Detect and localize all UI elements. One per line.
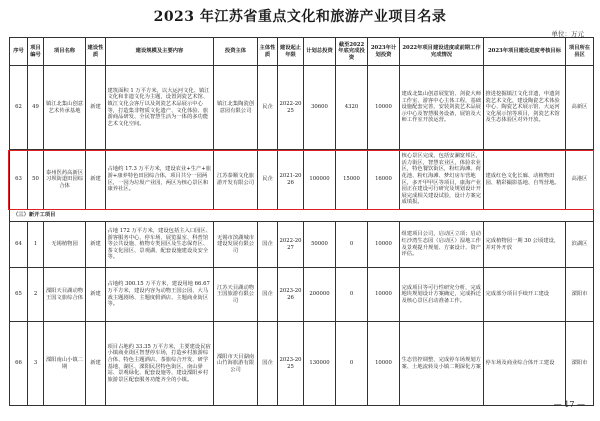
cell-itype: 民企 [258, 66, 278, 150]
cell-target: 完成部分项目手续开工建设 [484, 268, 566, 322]
cell-seq: 65 [10, 268, 28, 322]
cell-plan: 10000 [368, 268, 400, 322]
cell-name: 泰州医药高新区习坝街道田园综合体 [44, 150, 86, 210]
cell-investor: 江苏天目湖动物王国旅游有限公司 [214, 268, 258, 322]
cell-seq: 64 [10, 222, 28, 268]
cell-nature: 新建 [86, 150, 106, 210]
cell-investor: 无锡市滨湖城市建设发展有限公司 [214, 222, 258, 268]
cell-scale: 项目占地约 33.35 万平方米，主要建设民宿小镇商业街区智慧停车场，打造乡村旅游综合体、特色主题酒店、茶旅综合开发、研学基地、湖区、溧阳民居特色街区、南山驿站、景观绿化、配套设施等，建设溧阳乡村旅游景区配套服务功能齐全的小镇。 [106, 322, 214, 406]
cell-seq: 63 [10, 150, 28, 210]
col-header: 项目名称 [44, 38, 86, 66]
cell-total: 50000 [304, 222, 336, 268]
cell-done: 0 [336, 222, 368, 268]
cell-years: 2023-2026 [278, 268, 304, 322]
cell-code: 50 [28, 150, 44, 210]
col-header: 序号 [10, 38, 28, 66]
table-row [10, 150, 594, 210]
col-header: 2022年项目建设进度或前期工作完成情况 [400, 38, 484, 66]
cell-investor: 江苏泰顺文化旅游开发有限公司 [214, 150, 258, 210]
cell-itype: 民企 [258, 150, 278, 210]
col-header: 主体性质 [258, 38, 278, 66]
col-header: 投资主体 [214, 38, 258, 66]
page-number: — 17 — [553, 400, 585, 409]
cell-scale: 占地约 17.3 万平方米，建设农业+生产+旅游+康养特色田园综合体，项目共分一园两区，一园为垃圾产业园，两区为核心景区和康养社区。 [106, 150, 214, 210]
col-header: 项目编号 [28, 38, 44, 66]
cell-prog: 建成北集山创意展览馆、剑瓷大师工作室、游客中心主体工程，基础设施配套完善，安装剑瓷艺术品展示中心及智慧服务设备，展馆及大师工作室开放运营。 [400, 66, 484, 150]
cell-county: 溧阳市 [566, 268, 594, 322]
cell-code: 49 [28, 66, 44, 150]
col-header: 项目所在县区 [566, 38, 594, 66]
col-header: 截至2022年底完成投资 [336, 38, 368, 66]
table-row [10, 222, 594, 268]
col-header: 计划总投资 [304, 38, 336, 66]
cell-name: 溧阳天目湖动物王国文旅综合体 [44, 268, 86, 322]
table-row [10, 268, 594, 322]
cell-years: 2022-2025 [278, 66, 304, 150]
cell-code: 3 [28, 322, 44, 406]
cell-nature: 新建 [86, 322, 106, 406]
cell-investor: 溧阳市天目湖南山竹海旅游有限公司 [214, 322, 258, 406]
cell-target: 建成红色文化长廊、动植物田园、精彩撮影基地、自驾营地。 [484, 150, 566, 210]
project-table [9, 37, 594, 406]
cell-scale: 建筑面积 1 万平方米，以大运河文化、镇江文化和非遗文化为主题，设置剑瓷艺术馆、镇江文化会客厅以及剑瓷艺术品展示中心等，打造集非物质文化遗产、文化体验、旅游商品研发、全民智慧生活为一体的多功能艺术文化空间。 [106, 66, 214, 150]
cell-county: 高新区 [566, 66, 594, 150]
cell-plan: 16000 [368, 150, 400, 210]
cell-code: 1 [28, 222, 44, 268]
cell-name: 镇江北集山创意艺术传承基地 [44, 66, 86, 150]
cell-years: 2023-2025 [278, 322, 304, 406]
col-header: 建设起止年限 [278, 38, 304, 66]
cell-total: 100000 [304, 150, 336, 210]
cell-prog: 完成项目等可行性研究分析，完成地块规划设计方案确定，完成拆迁及核心景区启动准备工作。 [400, 268, 484, 322]
cell-total: 200000 [304, 268, 336, 322]
cell-target: 停车场及商业综合体开工建设 [484, 322, 566, 406]
cell-prog: 核心景区完成，包括安澜宽邦区，活力街区，智慧农业区，体验农业区，特色餐饮街区，粉红海滩、荷花池、粉红海滩、梦幻房车营地区，多开甲甲区等项目，康海产业园正在建设可行研究及规划设计开展完成相关建设试验，设计方案完成填报。 [400, 150, 484, 210]
cell-name: 无锡植物园 [44, 222, 86, 268]
cell-prog: 生态管控调整，完成停车场规划方案、土地流转及小镇二期深化方案 [400, 322, 484, 406]
cell-itype: 国企 [258, 268, 278, 322]
cell-target: 完成植物园一期 30 公顷建设，并对外开放 [484, 222, 566, 268]
cell-done: 4320 [336, 66, 368, 150]
unit-label: 单位：万元 [551, 30, 584, 38]
cell-plan: 10000 [368, 66, 400, 150]
cell-itype: 国企 [258, 222, 278, 268]
cell-done: 0 [336, 268, 368, 322]
cell-itype: 国企 [258, 322, 278, 406]
table-row [10, 322, 594, 406]
cell-done: 15000 [336, 150, 368, 210]
cell-years: 2021-2026 [278, 150, 304, 210]
cell-done: 0 [336, 322, 368, 406]
table-row [10, 66, 594, 150]
col-header: 建设性质 [86, 38, 106, 66]
cell-seq: 66 [10, 322, 28, 406]
cell-county: 高港区 [566, 150, 594, 210]
cell-scale: 占地约 300.15 万平方米，建设用地 66.67 万平方米，建设内容为动物王国公园、大马戏主题剧场、主题度假酒店、主题商业街区等。 [106, 268, 214, 322]
document-title: 2023 年江苏省重点文化和旅游产业项目名录 [153, 9, 447, 25]
cell-county: 滨湖区 [566, 222, 594, 268]
cell-years: 2022-2027 [278, 222, 304, 268]
cell-target: 推进挖掘镇江文化非遗，申遗剑瓷艺术文化，建设陶瓷艺术体验中心、陶瓷艺术展示馆、大运河文化展示馆等项目，剑瓷艺术馆及生态体验区对外开放。 [484, 66, 566, 150]
cell-total: 30600 [304, 66, 336, 150]
table-header-row [10, 38, 594, 66]
cell-prog: 组建项目公司，启动区立项；启动红沙湾生态园（启动区）湿地工作及景观提升规划、方案设计、资产评估。 [400, 222, 484, 268]
col-header: 2023年计划投资 [368, 38, 400, 66]
cell-nature: 新建 [86, 66, 106, 150]
col-header: 2023年项目建设进度考核目标 [484, 38, 566, 66]
cell-investor: 镇江北集陶瓷创意园有限公司 [214, 66, 258, 150]
cell-code: 2 [28, 268, 44, 322]
cell-seq: 62 [10, 66, 28, 150]
cell-nature: 新建 [86, 222, 106, 268]
section-row [10, 210, 594, 222]
cell-plan: 10000 [368, 322, 400, 406]
cell-name: 溧阳南山小镇二期 [44, 322, 86, 406]
cell-nature: 新建 [86, 268, 106, 322]
cell-total: 130000 [304, 322, 336, 406]
cell-plan: 10000 [368, 222, 400, 268]
section-title: （三）新开工项目 [10, 210, 594, 222]
cell-county: 溧阳市 [566, 322, 594, 406]
col-header: 建设规模及主要内容 [106, 38, 214, 66]
cell-scale: 占地 172 万平方米，建设包括主入口园区、游客服务中心、停车场、展览温室、科普馆等公共设施、植物专类园区及生态保育区、茶文化园区、景观湖、配套设施建设及安全等。 [106, 222, 214, 268]
